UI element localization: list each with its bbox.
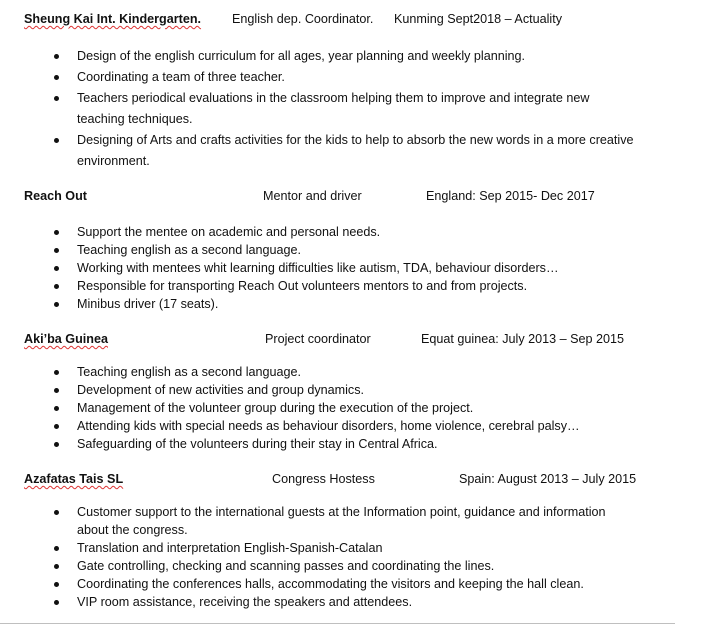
list-item: Teachers periodical evaluations in the classroom helping them to improve and integrate new teaching techniques. xyxy=(0,88,637,130)
job-entry xyxy=(0,12,710,168)
list-item: Responsible for transporting Reach Out volunteers mentors to and from projects. xyxy=(0,277,637,295)
list-item: Teaching english as a second language. xyxy=(0,363,637,381)
organization-name: Sheung Kai Int. Kindergarten. xyxy=(24,12,202,26)
job-entry xyxy=(0,332,710,451)
list-item: Working with mentees whit learning difficulties like autism, TDA, behaviour disorders… xyxy=(0,259,637,277)
duties-list xyxy=(0,363,710,453)
list-item: Designing of Arts and crafts activities for the kids to help to absorb the new words in a more creative environment. xyxy=(0,130,637,172)
job-header xyxy=(0,472,710,490)
list-item: Management of the volunteer group during the execution of the project. xyxy=(0,399,637,417)
page-bottom-divider xyxy=(0,623,675,624)
duties-list xyxy=(0,46,710,172)
job-header xyxy=(0,332,710,350)
organization-name: Reach Out xyxy=(24,189,87,203)
list-item: Minibus driver (17 seats). xyxy=(0,295,637,313)
job-place-dates: Kunming Sept2018 – Actuality xyxy=(394,12,563,26)
list-item: Support the mentee on academic and personal needs. xyxy=(0,223,637,241)
list-item: Development of new activities and group dynamics. xyxy=(0,381,637,399)
list-item: Customer support to the international guests at the Information point, guidance and information about the congress. xyxy=(0,503,637,539)
organization-name: Azafatas Tais SL xyxy=(24,472,124,486)
list-item: Teaching english as a second language. xyxy=(0,241,637,259)
job-place-dates: Spain: August 2013 – July 2015 xyxy=(459,472,637,486)
list-item: Safeguarding of the volunteers during their stay in Central Africa. xyxy=(0,435,637,453)
list-item: Attending kids with special needs as behaviour disorders, home violence, cerebral palsy… xyxy=(0,417,637,435)
list-item: Gate controlling, checking and scanning passes and coordinating the lines. xyxy=(0,557,637,575)
job-role: Congress Hostess xyxy=(272,472,375,486)
list-item: Coordinating a team of three teacher. xyxy=(0,67,637,88)
job-header xyxy=(0,189,710,207)
job-entry xyxy=(0,189,710,311)
list-item: Design of the english curriculum for all ages, year planning and weekly planning. xyxy=(0,46,637,67)
job-place-dates: Equat guinea: July 2013 – Sep 2015 xyxy=(421,332,625,346)
duties-list xyxy=(0,503,710,611)
list-item: VIP room assistance, receiving the speakers and attendees. xyxy=(0,593,637,611)
list-item: Coordinating the conferences halls, accommodating the visitors and keeping the hall clean. xyxy=(0,575,637,593)
job-header xyxy=(0,12,710,30)
duties-list xyxy=(0,223,710,313)
job-role: Mentor and driver xyxy=(263,189,362,203)
job-place-dates: England: Sep 2015- Dec 2017 xyxy=(426,189,595,203)
job-entry xyxy=(0,472,710,609)
job-role: Project coordinator xyxy=(265,332,371,346)
job-role: English dep. Coordinator. xyxy=(232,12,374,26)
list-item: Translation and interpretation English-Spanish-Catalan xyxy=(0,539,637,557)
organization-name: Aki’ba Guinea xyxy=(24,332,108,346)
